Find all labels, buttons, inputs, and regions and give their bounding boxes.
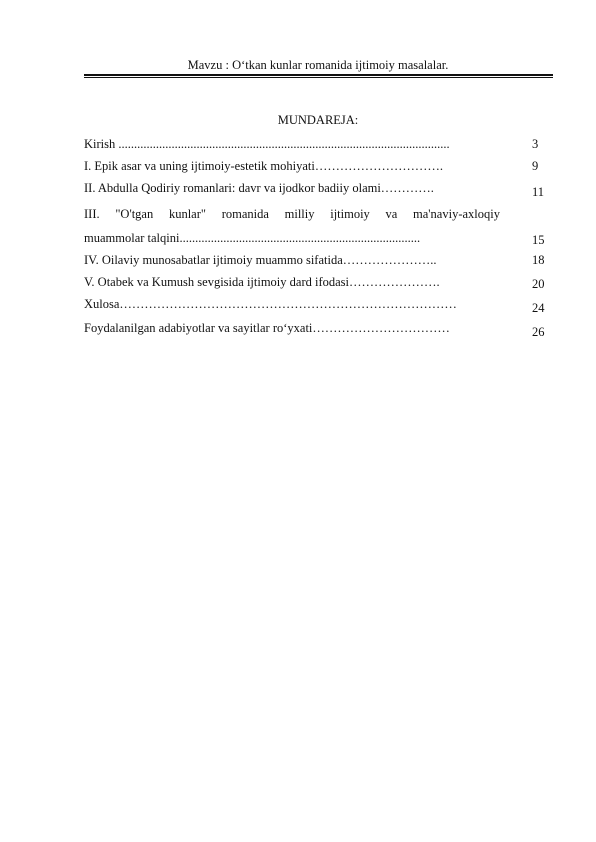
toc-entry-text: V. Otabek va Kumush sevgisida ijtimoiy dard ifodasi…………………. bbox=[84, 275, 440, 289]
toc-title: MUNDAREJA: bbox=[277, 113, 359, 127]
toc-entry-page: 20 bbox=[532, 277, 545, 291]
toc-entry-text: II. Abdulla Qodiriy romanlari: davr va ijodkor badiiy olami…………. bbox=[84, 181, 434, 195]
toc-entry-page: 26 bbox=[532, 325, 545, 339]
toc-entry-page: 3 bbox=[532, 137, 539, 151]
header-title: Mavzu : O‘tkan kunlar romanida ijtimoiy masalalar. bbox=[187, 58, 449, 72]
header-rule-thick bbox=[84, 74, 553, 76]
toc-entry-text: Xulosa……………………………………………………………………… bbox=[84, 297, 457, 311]
toc-entry-page: 15 bbox=[532, 233, 545, 247]
header-rule-thin bbox=[84, 77, 553, 78]
toc-entry-text: Kirish .......................................................................................................... bbox=[84, 137, 450, 151]
toc-entry-text-line2: muammolar talqini............................................................................. bbox=[84, 231, 421, 245]
toc-entry-text: I. Epik asar va uning ijtimoiy-estetik mohiyati…………………………. bbox=[84, 159, 443, 173]
toc-entry-page: 11 bbox=[532, 185, 545, 199]
toc-entry-text-line1: III. "O'tgan kunlar" romanida milliy ijtimoiy va ma'naviy-axloqiy bbox=[84, 207, 500, 221]
toc-entry-page: 24 bbox=[532, 301, 545, 315]
toc-entry-page: 18 bbox=[532, 253, 545, 267]
toc-entry-text: Foydalanilgan adabiyotlar va sayitlar ro‘yxati…………………………… bbox=[84, 321, 450, 335]
toc-entry-text: IV. Oilaviy munosabatlar ijtimoiy muammo sifatida………………….. bbox=[84, 253, 437, 267]
toc-entry-page: 9 bbox=[532, 159, 539, 173]
